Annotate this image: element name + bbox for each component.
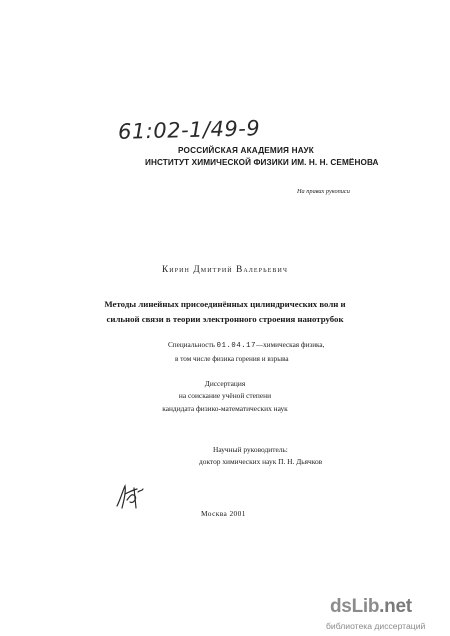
logo-tagline: библиотека диссертаций [326, 621, 426, 631]
academy-name: РОССИЙСКАЯ АКАДЕМИЯ НАУК [178, 146, 314, 155]
dissertation-label: Диссертация [204, 379, 246, 388]
rights-note: На правах рукописи [297, 188, 350, 195]
specialty-code: 01.04.17 [216, 342, 256, 350]
city-year: Москва 2001 [201, 509, 246, 518]
specialty-name: —химическая физика, [255, 341, 325, 349]
specialty-line-2: в том числе физика горения и взрыва [175, 355, 289, 363]
handwritten-signature [113, 480, 147, 514]
degree-field: кандидата физико-математических наук [162, 404, 288, 413]
supervisor-label: Научный руководитель: [213, 445, 288, 454]
dslib-logo[interactable] [330, 596, 412, 618]
author-name: Кирин Дмитрий Валерьевич [162, 264, 288, 274]
thesis-title-line-2: сильной связи в теории электронного строения нанотрубок [106, 314, 344, 324]
logo-brand: dsLib [330, 596, 380, 617]
handwritten-catalog-number: 61:02-1/49-9 [117, 116, 261, 144]
logo-tld: .net [379, 596, 412, 617]
institute-name: ИНСТИТУТ ХИМИЧЕСКОЙ ФИЗИКИ ИМ. Н. Н. СЕМЁНОВА [145, 158, 379, 167]
specialty-prefix: Специальность [168, 341, 217, 349]
supervisor-name: доктор химических наук П. Н. Дьячков [199, 457, 323, 466]
thesis-title-line-1: Методы линейных присоединённых цилиндрических волн и [104, 299, 346, 309]
specialty-line [168, 341, 324, 350]
degree-line: на соискание учёной степени [178, 391, 272, 400]
